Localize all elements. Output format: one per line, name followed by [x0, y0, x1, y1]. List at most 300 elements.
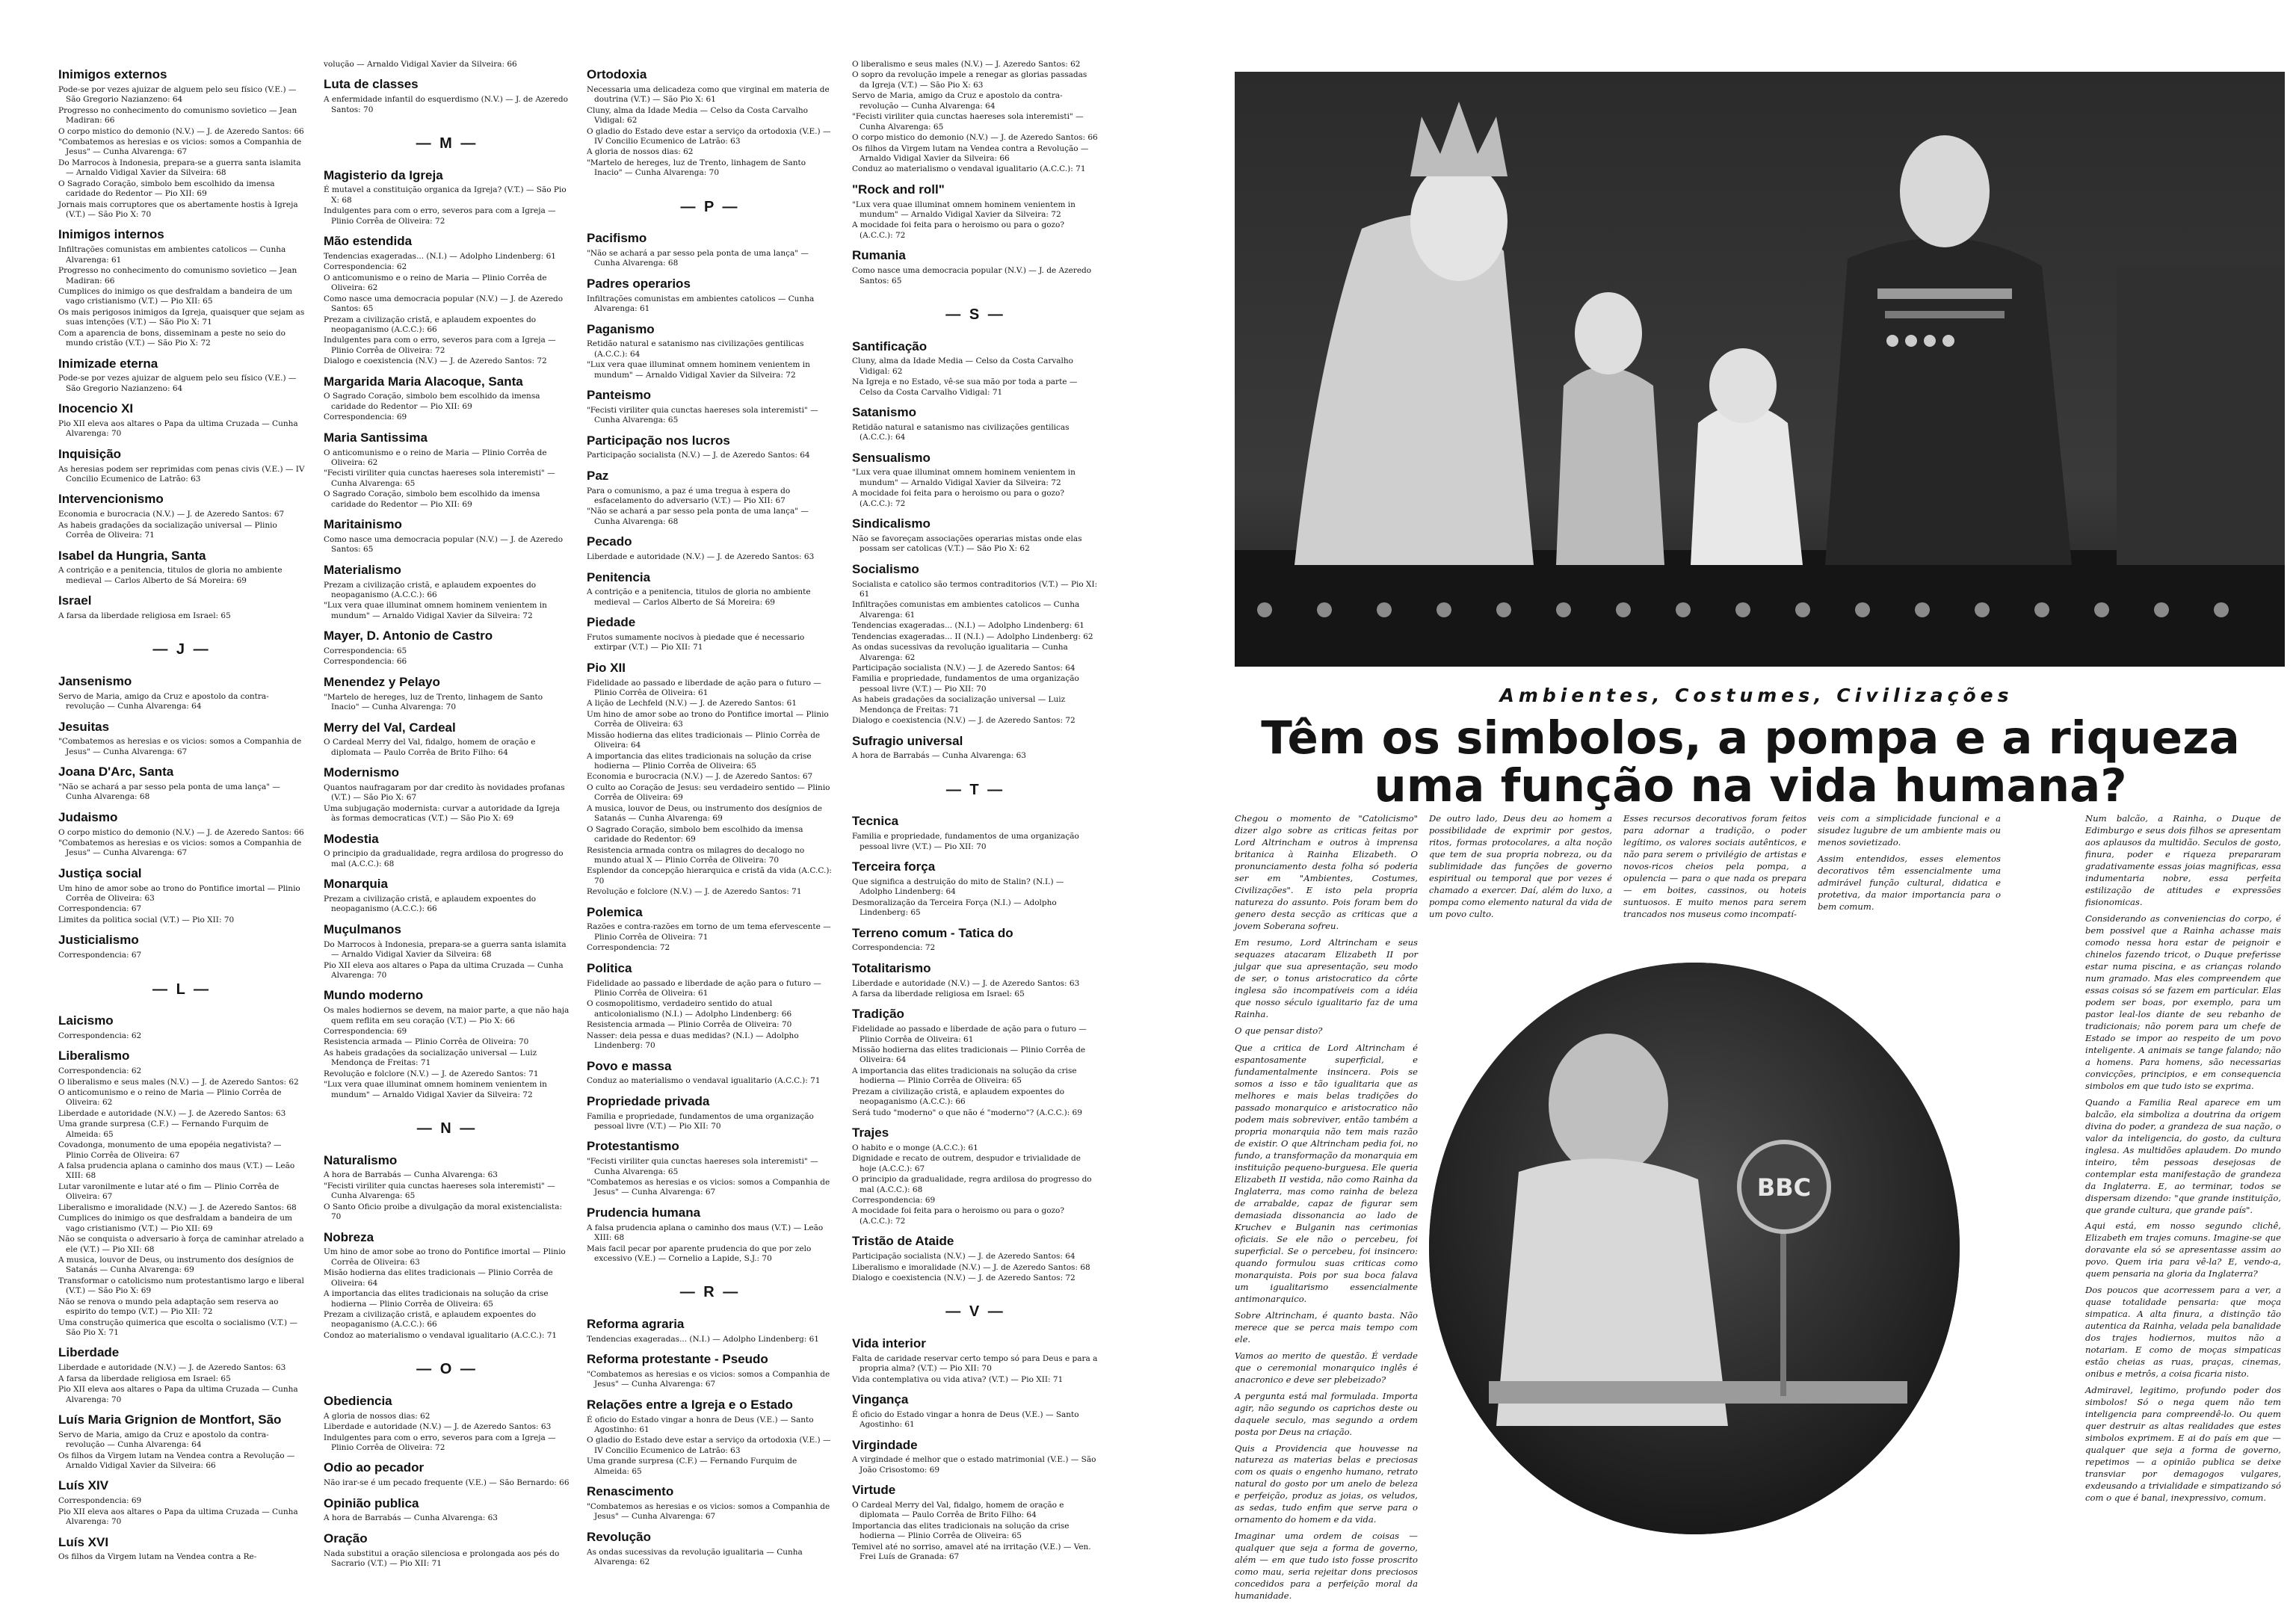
index-heading: Paz — [587, 468, 609, 483]
index-entry: O gladio do Estado deve estar a serviço da ortodoxia (V.E.) — IV Concilio Ecumenico de Latrão: 63 — [587, 1436, 831, 1455]
index-entry: Participação socialista (N.V.) — J. de Azeredo Santos: 64 — [587, 451, 810, 460]
index-entry: Prezam a civilização cristã, e aplaudem expoentes do neopaganismo (A.C.C.): 66 — [852, 1087, 1065, 1107]
index-heading: Reforma protestante - Pseudo — [587, 1352, 768, 1367]
index-entry: O corpo mistico do demonio (N.V.) — J. de Azeredo Santos: 66 — [852, 133, 1098, 143]
index-entry: Jornais mais corruptores que os abertamente hostis à Igreja (V.T.) — São Pio X: 70 — [58, 200, 298, 219]
queen-microphone-illustration — [1429, 963, 1960, 1534]
index-heading: Isabel da Hungria, Santa — [58, 548, 206, 563]
article-paragraph: Chegou o momento de "Catolicismo" dizer algo sobre as criticas feitas por Lord Altrincham e outros à imprensa britanica à Rainha Elizabeth. O pronunciamento desta folha só poderia ser em "Ambientes, Costumes, Civilizações". E isto pela propria natureza do assunto. Pois foram bem do genero desta secção as criticas que a jovem Soberana sofreu. — [1235, 813, 1418, 931]
index-entry: Correspondencia: 65 — [324, 646, 407, 656]
index-entry: O Cardeal Merry del Val, fidalgo, homem de oração e diplomata — Paulo Corrêa de Brito Filho: 64 — [852, 1501, 1064, 1520]
index-entry: Economia e burocracia (N.V.) — J. de Azeredo Santos: 67 — [587, 772, 813, 782]
index-entry: Os filhos da Virgem lutam na Vendea contra a Revolução — Arnaldo Vidigal Xavier da Silveira: 66 — [58, 1451, 295, 1470]
index-entry: Dignidade e recato de outrem, despudor e trivialidade de hoje (A.C.C.): 67 — [852, 1154, 1081, 1173]
index-entry: Participação socialista (N.V.) — J. de Azeredo Santos: 64 — [852, 1252, 1076, 1262]
index-entry: Familia e propriedade, fundamentos de uma organização pessoal livre (V.T.) — Pio XII: 70 — [852, 674, 1079, 694]
index-entry: Liberalismo e imoralidade (N.V.) — J. de Azeredo Santos: 68 — [852, 1262, 1090, 1272]
index-heading: Vingança — [852, 1392, 909, 1407]
index-entry: Tendencias exageradas... (N.I.) — Adolpho Lindenberg: 61 — [587, 1334, 819, 1344]
index-entry: Uma grande surpresa (C.F.) — Fernando Furquim de Almeida: 65 — [58, 1120, 269, 1139]
index-entry: Um hino de amor sobe ao trono do Pontifice imortal — Plinio Corrêa de Oliveira: 63 — [58, 883, 300, 904]
index-entry: "Combatemos as heresias e os vicios: somos a Companhia de Jesus" — Cunha Alvarenga: 67 — [58, 737, 302, 756]
index-heading: Menendez y Pelayo — [324, 674, 440, 689]
index-heading: Odio ao pecador — [324, 1460, 425, 1475]
index-entry: O Cardeal Merry del Val, fidalgo, homem de oração e diplomata — Paulo Corrêa de Brito Filho: 64 — [324, 738, 536, 757]
index-entry: Missão hodierna das elites tradicionais — Plinio Corrêa de Oliveira: 64 — [587, 730, 821, 750]
index-entry: Pio XII eleva aos altares o Papa da ultima Cruzada — Cunha Alvarenga: 70 — [58, 1385, 298, 1404]
index-entry: A farsa da liberdade religiosa em Israel: 65 — [58, 611, 231, 620]
index-heading: Mayer, D. Antonio de Castro — [324, 629, 493, 643]
index-entry: O principio da gradualidade, regra ardilosa do progresso do mal (A.C.C.): 68 — [324, 849, 564, 868]
index-entry: Pio XII eleva aos altares o Papa da ultima Cruzada — Cunha Alvarenga: 70 — [58, 1507, 298, 1527]
index-entry: Servo de Maria, amigo da Cruz e apostolo da contra-revolução — Cunha Alvarenga: 64 — [58, 1430, 269, 1450]
index-entry: Tendencias exageradas... (N.I.) — Adolpho Lindenberg: 61 — [324, 251, 556, 261]
index-entry: Pio XII eleva aos altares o Papa da ultima Cruzada — Cunha Alvarenga: 70 — [324, 960, 564, 980]
index-heading: Opinião publica — [324, 1495, 419, 1510]
index-heading: Maritainismo — [324, 517, 402, 532]
index-entry: "Combatemos as heresias e os vicios: somos a Companhia de Jesus" — Cunha Alvarenga: 67 — [587, 1369, 830, 1389]
index-entry: As ondas sucessivas da revolução igualitaria — Cunha Alvarenga: 62 — [587, 1547, 803, 1566]
index-heading: Merry del Val, Cardeal — [324, 720, 456, 735]
section-title: Ambientes, Costumes, Civilizações — [1499, 685, 2013, 706]
index-entry: Que significa a destruição do mito de Stalin? (N.I.) — Adolpho Lindenberg: 64 — [852, 877, 1064, 897]
index-entry: O Sagrado Coração, simbolo bem escolhido da imensa caridade do Redentor — Pio XII: 69 — [324, 392, 540, 411]
index-entry: "Combatemos as heresias e os vicios: somos a Companhia de Jesus" — Cunha Alvarenga: 67 — [58, 137, 302, 157]
index-heading: Luís XIV — [58, 1478, 109, 1493]
index-entry: Quantos naufragaram por dar credito às novidades profanas (V.T.) — São Pio X: 67 — [324, 782, 565, 803]
index-entry: Liberalismo e imoralidade (N.V.) — J. de Azeredo Santos: 68 — [58, 1202, 297, 1212]
index-entry: O anticomunismo e o reino de Maria — Plinio Corrêa de Oliveira: 62 — [324, 273, 547, 293]
index-entry: Prezam a civilização cristã, e aplaudem expoentes do neopaganismo (A.C.C.): 66 — [324, 580, 537, 599]
index-heading: Protestantismo — [587, 1139, 679, 1154]
index-entry: Economia e burocracia (N.V.) — J. de Azeredo Santos: 67 — [58, 510, 285, 519]
index-letter-divider: — T — — [945, 781, 1005, 798]
index-entry: Para o comunismo, a paz é uma tregua à espera do esfacelamento do adversario (V.T.) — Pio XII: 67 — [587, 486, 791, 506]
index-entry: Indulgentes para com o erro, severos para com a Igreja — Plinio Corrêa de Oliveira: 72 — [324, 336, 556, 355]
index-entry: A musica, louvor de Deus, ou instrumento dos desígnios de Satanás — Cunha Alvarenga: 69 — [587, 803, 823, 824]
index-entry: Fidelidade ao passado e liberdade de ação para o futuro — Plinio Corrêa de Oliveira: 61 — [587, 678, 821, 697]
index-entry: Uma grande surpresa (C.F.) — Fernando Furquim de Almeida: 65 — [587, 1457, 797, 1476]
index-entry: Socialista e catolico são termos contraditorios (V.T.) — Pio XI: 61 — [852, 579, 1098, 599]
index-heading: Inquisição — [58, 446, 122, 461]
article-paragraph: De outro lado, Deus deu ao homem a possibilidade de exprimir por gestos, ritos, formas protocolares, a alta noção que tem de sua propria nobreza, ou da sublimidade das funções de governo espiritual ou temporal que por vezes é chamado a exercer. Daí, além do luxo, a pompa como elemento natural da vida de um povo culto. — [1429, 813, 1612, 919]
index-heading: Luta de classes — [324, 77, 419, 92]
index-heading: Sindicalismo — [852, 516, 931, 531]
index-entry: Vida contemplativa ou vida ativa? (V.T.) — Pio XII: 71 — [852, 1374, 1064, 1384]
index-entry: Progresso no conhecimento do comunismo sovietico — Jean Madiran: 66 — [58, 105, 297, 126]
index-heading: Padres operarios — [587, 276, 691, 291]
index-heading: Paganismo — [587, 321, 655, 336]
article-paragraph: Aqui está, em nosso segundo clichê, Elizabeth em trajes comuns. Imagine-se que doravante ela só se apresentasse assim ao povo. Quem iria para vê-la? E, vendo-a, quem pensaria na gloria da Inglaterra? — [2085, 1220, 2281, 1279]
index-heading: Liberalismo — [58, 1049, 130, 1063]
index-heading: Joana D'Arc, Santa — [58, 765, 174, 779]
index-entry: Prezam a civilização cristã, e aplaudem expoentes do neopaganismo (A.C.C.): 66 — [324, 895, 537, 914]
index-entry: As habeis gradações da socialização universal — Luiz Mendonça de Freitas: 71 — [324, 1048, 537, 1068]
index-entry: "Fecisti viriliter quia cunctas haereses sola interemisti" — Cunha Alvarenga: 65 — [587, 405, 818, 425]
index-heading: Renascimento — [587, 1484, 674, 1499]
index-entry: Correspondencia: 62 — [58, 1066, 142, 1076]
index-heading: Naturalismo — [324, 1152, 398, 1167]
index-entry: Os mais perigosos inimigos da Igreja, quaisquer que sejam as suas intenções (V.T.) — São Pio X: 71 — [58, 307, 305, 327]
index-entry: A hora de Barrabás — Cunha Alvarenga: 63 — [324, 1513, 498, 1523]
index-entry: Servo de Maria, amigo da Cruz e apostolo da contra-revolução — Cunha Alvarenga: 64 — [852, 91, 1063, 111]
index-entry: Tendencias exageradas... (N.I.) — Adolpho Lindenberg: 61 — [852, 621, 1084, 631]
article-paragraph: O que pensar disto? — [1235, 1025, 1323, 1036]
index-heading: Oração — [324, 1531, 368, 1546]
index-entry: "Combatemos as heresias e os vicios: somos a Companhia de Jesus" — Cunha Alvarenga: 67 — [587, 1178, 830, 1197]
index-entry: Correspondencia: 67 — [58, 951, 142, 960]
index-entry: Indulgentes para com o erro, severos para com a Igreja — Plinio Corrêa de Oliveira: 72 — [324, 206, 556, 226]
article-paragraph: Dos poucos que acorressem para a ver, a quase totalidade pensaria: que moça simpatica. A alta finura, a distinção tão autentica da Rainha, velada pela banalidade dos trajes hodiernos, muitos não a notariam. E como de moças simpaticas estão cheias as ruas, praças, cinemas, onibus e metrôs, a coisa ficaria nisto. — [2085, 1285, 2281, 1380]
index-heading: Ortodoxia — [587, 67, 647, 81]
index-entry: O anticomunismo e o reino de Maria — Plinio Corrêa de Oliveira: 62 — [324, 448, 547, 467]
index-entry: "Fecisti viriliter quia cunctas haereses sola interemisti" — Cunha Alvarenga: 65 — [587, 1157, 818, 1176]
index-entry: O liberalismo e seus males (N.V.) — J. Azeredo Santos: 62 — [852, 60, 1081, 69]
index-entry: "Combatemos as heresias e os vicios: somos a Companhia de Jesus" — Cunha Alvarenga: 67 — [587, 1501, 830, 1522]
article-paragraph: Num balcão, a Rainha, o Duque de Edimburgo e seus dois filhos se apresentam aos aplausos da multidão. Seculos de gosto, finura, poder e riqueza prepararam gradativamente essas joias magnificas, essa indumentaria nobre, essa perfeita estilização de atitudes e expressões fisionomicas. — [2085, 813, 2281, 907]
index-heading: Inimigos externos — [58, 67, 167, 81]
index-entry: Conduz ao materialismo o vendaval igualitario (A.C.C.): 71 — [852, 164, 1086, 174]
index-entry: O Santo Oficio proibe a divulgação da moral existencialista: 70 — [324, 1202, 563, 1222]
index-heading: Jansenismo — [58, 673, 132, 688]
index-entry: O Sagrado Coração, simbolo bem escolhido da imensa caridade do Redentor — Pio XII: 69 — [324, 490, 540, 509]
index-heading: Virtude — [852, 1483, 896, 1498]
index-heading: Obediencia — [324, 1393, 392, 1408]
index-entry: A importancia das elites tradicionais na solução da crise hodierna — Plinio Corrêa de Oliveira: 65 — [587, 751, 812, 771]
index-entry: A mocidade foi feita para o heroismo ou para o gozo? (A.C.C.): 72 — [852, 489, 1065, 508]
index-entry: O cosmopolitismo, verdadeiro sentido do atual anticolonialismo (N.I.) — Adolpho Lindenberg: 66 — [587, 999, 792, 1019]
index-heading: Trajes — [852, 1126, 889, 1140]
index-heading: Satanismo — [852, 405, 916, 420]
index-entry: "Não se achará a par sesso pela ponta de uma lança" — Cunha Alvarenga: 68 — [587, 507, 809, 526]
index-entry: "Não se achará a par sesso pela ponta de uma lança" — Cunha Alvarenga: 68 — [587, 249, 809, 268]
article-paragraph: Assim entendidos, esses elementos decorativos têm essencialmente uma admirável função cultural, didatica e protetiva, da maior importancia para o bem comum. — [1818, 853, 2001, 912]
index-entry: É oficio do Estado vingar a honra de Deus (V.E.) — Santo Agostinho: 61 — [852, 1410, 1079, 1430]
royal-family-photo — [1235, 72, 2285, 667]
index-letter-divider: — V — — [945, 1303, 1005, 1321]
index-entry: O sopro da revolução impele a renegar as glorias passadas da Igreja (V.T.) — São Pio X: 63 — [852, 70, 1087, 90]
article-paragraph: Esses recursos decorativos foram feitos para adornar a tradição, o poder legítimo, os valores sociais autênticos, e não para serem o privilégio de artistas e novos-ricos cheios pela pompa, a opulencia — para o que nada os prepara — em boites, cassinos, ou hoteis suntuosos. E muito menos para serem trancados nos museus como incompatí- — [1623, 813, 1806, 919]
index-heading: Mundo moderno — [324, 988, 424, 1003]
index-entry: Conduz ao materialismo o vendaval igualitario (A.C.C.): 71 — [587, 1076, 821, 1086]
index-entry: Liberdade e autoridade (N.V.) — J. de Azeredo Santos: 63 — [852, 978, 1080, 988]
index-column-3 — [587, 60, 833, 1568]
index-letter-divider: — J — — [152, 641, 211, 658]
index-entry: A hora de Barrabás — Cunha Alvarenga: 63 — [852, 751, 1026, 761]
index-entry: O anticomunismo e o reino de Maria — Plinio Corrêa de Oliveira: 62 — [58, 1087, 282, 1108]
index-entry: O corpo mistico do demonio (N.V.) — J. de Azeredo Santos: 66 — [58, 827, 304, 837]
index-entry: Temivel até no sorriso, amavel até na irritação (V.E.) — Ven. Frei Luís de Granada: 67 — [852, 1542, 1091, 1562]
index-entry: Tendencias exageradas... II (N.I.) — Adolpho Lindenberg: 62 — [852, 632, 1093, 641]
index-heading: Justiça social — [58, 865, 142, 880]
index-heading: "Rock and roll" — [852, 182, 945, 197]
index-entry: Dialogo e coexistencia (N.V.) — J. de Azeredo Santos: 72 — [324, 356, 547, 366]
index-heading: Totalitarismo — [852, 960, 931, 975]
index-entry: Fidelidade ao passado e liberdade de ação para o futuro — Plinio Corrêa de Oliveira: 61 — [587, 978, 821, 998]
index-entry: "Lux vera quae illuminat omnem hominem venientem in mundum" — Arnaldo Vidigal Xavier da Silveira: 72 — [852, 468, 1076, 487]
index-entry: Progresso no conhecimento do comunismo sovietico — Jean Madiran: 66 — [58, 266, 297, 285]
article-column-4 — [1818, 813, 2001, 918]
index-entry: Correspondencia: 72 — [852, 943, 936, 953]
index-heading: Maria Santissima — [324, 430, 428, 445]
index-entry: Servo de Maria, amigo da Cruz e apostolo da contra-revolução — Cunha Alvarenga: 64 — [58, 691, 269, 711]
index-entry: "Fecisti viriliter quia cunctas haereses sola interemisti" — Cunha Alvarenga: 65 — [852, 112, 1084, 132]
article-column-3 — [1623, 813, 1806, 925]
index-entry: Nada substitui a oração silenciosa e prolongada aos pés do Sacrario (V.T.) — Pio XII: 71 — [324, 1549, 560, 1568]
article-headline: Têm os simbolos, a pompa e a riqueza uma função na vida humana? — [1261, 711, 2240, 813]
index-entry: O principio da gradualidade, regra ardilosa do progresso do mal (A.C.C.): 68 — [852, 1175, 1092, 1194]
index-heading: Vida interior — [852, 1336, 926, 1350]
article-paragraph: Vamos ao merito de questão. É verdade que o ceremonial monarquico inglês é anacronico e deve ser plebeizado? — [1235, 1350, 1418, 1385]
index-entry: Prezam a civilização cristã, e aplaudem expoentes do neopaganismo (A.C.C.): 66 — [324, 1310, 537, 1330]
index-entry: Liberdade e autoridade (N.V.) — J. de Azeredo Santos: 63 — [58, 1363, 286, 1373]
index-entry: A hora de Barrabás — Cunha Alvarenga: 63 — [324, 1170, 498, 1180]
index-entry: Familia e propriedade, fundamentos de uma organização pessoal livre (V.T.) — Pio XII: 70 — [852, 832, 1079, 851]
index-entry: Resistencia armada contra os milagres do decalogo no mundo atual X — Plinio Corrêa de Oliveira: 70 — [587, 845, 805, 865]
index-heading: Penitencia — [587, 569, 651, 584]
index-entry: A falsa prudencia aplana o caminho dos maus (V.T.) — Leão XIII: 68 — [587, 1223, 824, 1243]
index-letter-divider: — L — — [152, 981, 211, 998]
desk — [1489, 1381, 1907, 1404]
index-entry: Covadonga, monumento de uma epopéia negativista? — Plinio Corrêa de Oliveira: 67 — [58, 1140, 282, 1160]
index-entry: É oficio do Estado vingar a honra de Deus (V.E.) — Santo Agostinho: 61 — [587, 1415, 814, 1434]
index-entry: Os filhos da Virgem lutam na Vendea contra a Revolução — Arnaldo Vidigal Xavier da Silveira: 66 — [852, 143, 1089, 163]
index-entry: Um hino de amor sobe ao trono do Pontifice imortal — Plinio Corrêa de Oliveira: 63 — [324, 1247, 566, 1267]
index-entry: "Lux vera quae illuminat omnem hominem venientem in mundum" — Arnaldo Vidigal Xavier da Silveira: 72 — [852, 200, 1076, 219]
index-entry: Liberdade e autoridade (N.V.) — J. de Azeredo Santos: 63 — [58, 1108, 286, 1118]
index-entry: "Martelo de hereges, luz de Trento, linhagem de Santo Inacio" — Cunha Alvarenga: 70 — [587, 158, 806, 178]
index-entry: Infiltrações comunistas em ambientes catolicos — Cunha Alvarenga: 61 — [587, 294, 815, 314]
index-entry: A importancia das elites tradicionais na solução da crise hodierna — Plinio Corrêa de Oliveira: 65 — [852, 1066, 1077, 1086]
index-heading: Luís XVI — [58, 1534, 109, 1549]
index-entry: Nasser: deia pessa e duas medidas? (N.I.) — Adolpho Lindenberg: 70 — [587, 1031, 799, 1051]
index-entry: Revolução e folclore (N.V.) — J. de Azeredo Santos: 71 — [324, 1069, 539, 1078]
index-entry: Retidão natural e satanismo nas civilizações gentilicas (A.C.C.): 64 — [587, 339, 804, 359]
index-heading: Terceira força — [852, 859, 936, 874]
index-entry: As habeis gradações da socialização universal — Plinio Corrêa de Oliveira: 71 — [58, 520, 277, 540]
index-heading: Tristão de Ataide — [852, 1234, 954, 1249]
article-paragraph: Em resumo, Lord Altrincham e seus sequazes atacaram Elizabeth II por julgar que sua apresentação, seu modo de ser, o tonus aristocratico da côrte inglesa são incompatíveis com a idéia que nosso século igualitario faz de uma Rainha. — [1235, 936, 1418, 1019]
index-entry: Dialogo e coexistencia (N.V.) — J. de Azeredo Santos: 72 — [852, 716, 1076, 726]
index-entry: Correspondencia: 69 — [324, 413, 407, 422]
index-entry: O culto ao Coração de Jesus: seu verdadeiro sentido — Plinio Corrêa de Oliveira: 69 — [587, 782, 830, 803]
index-heading: Monarquia — [324, 877, 388, 892]
index-entry: Desmoralização da Terceira Força (N.I.) — Adolpho Lindenberg: 65 — [852, 898, 1057, 918]
index-entry: Correspondencia: 69 — [324, 1027, 407, 1037]
index-entry: Pode-se por vezes ajuizar de alguem pelo seu físico (V.E.) — São Gregorio Nazianzeno: 64 — [58, 84, 297, 105]
index-entry: O gladio do Estado deve estar a serviço da ortodoxia (V.E.) — IV Concilio Ecumenico de Latrão: 63 — [587, 126, 831, 146]
index-entry: "Não se achará a par sesso pela ponta de uma lança" — Cunha Alvarenga: 68 — [58, 782, 280, 802]
index-entry: Falta de caridade reservar certo tempo só para Deus e para a propria alma? (V.T.) — Pio XII: 70 — [852, 1353, 1098, 1374]
index-entry: O habito e o monge (A.C.C.): 61 — [852, 1143, 978, 1152]
index-entry: Pode-se por vezes ajuizar de alguem pelo seu físico (V.E.) — São Gregorio Nazianzeno: 64 — [58, 374, 297, 393]
index-heading: Revolução — [587, 1529, 651, 1544]
index-heading: Socialismo — [852, 561, 919, 576]
index-entry: volução — Arnaldo Vidigal Xavier da Silveira: 66 — [324, 60, 517, 69]
article-paragraph: A pergunta está mal formulada. Importa agir, não segundo os caprichos deste ou daquele seculo, mas segundo a ordem posta por Deus na criação. — [1235, 1390, 1418, 1437]
index-heading: Polemica — [587, 904, 643, 919]
index-heading: Margarida Maria Alacoque, Santa — [324, 374, 523, 389]
article-column-1 — [1235, 813, 1418, 1042]
index-entry: Retidão natural e satanismo nas civilizações gentilicas (A.C.C.): 64 — [852, 422, 1070, 442]
index-entry: Não irar-se é um pecado frequente (V.E.) — São Bernardo: 66 — [324, 1478, 570, 1488]
index-entry: O Sagrado Coração, simbolo bem escolhido da imensa caridade do Redentor — Pio XII: 69 — [58, 179, 275, 199]
index-heading: Prudencia humana — [587, 1205, 701, 1220]
index-entry: Os males hodiernos se devem, na maior parte, a que não haja quem reflita em seu coração (V.T.) — Pio X: 66 — [324, 1006, 570, 1025]
article-column-b — [2085, 813, 2281, 1509]
index-entry: Razões e contra-razões em torno de um tema efervescente — Plinio Corrêa de Oliveira: 71 — [587, 922, 831, 942]
index-entry: Não se conquista o adversario à força de caminhar atrelado a ele (V.T.) — Pio XII: 68 — [58, 1235, 304, 1254]
index-entry: Revolução e folclore (N.V.) — J. de Azeredo Santos: 71 — [587, 887, 802, 897]
index-heading: Sufragio universal — [852, 733, 963, 748]
index-heading: Modernismo — [324, 765, 400, 780]
index-entry: Necessaria uma delicadeza como que virginal em materia de doutrina (V.T.) — São Pio X: 61 — [587, 84, 830, 105]
index-entry: Não se favoreçam associações operarias mistas onde elas possam ser catolicas (V.T.) — São Pio X: 62 — [852, 534, 1082, 554]
index-entry: "Lux vera quae illuminat omnem hominem venientem in mundum" — Arnaldo Vidigal Xavier da Silveira: 72 — [324, 1080, 547, 1099]
article-column-2 — [1429, 813, 1612, 925]
index-entry: Liberdade e autoridade (N.V.) — J. de Azeredo Santos: 63 — [587, 552, 815, 562]
index-entry: "Combatemos as heresias e os vicios: somos a Companhia de Jesus" — Cunha Alvarenga: 67 — [58, 838, 302, 858]
index-heading: Piedade — [587, 615, 636, 630]
index-heading: Modestia — [324, 831, 379, 846]
index-heading: Justicialismo — [58, 933, 139, 948]
index-heading: Judaismo — [58, 809, 118, 824]
duke-figure — [1825, 238, 2072, 565]
queen-microphone-photo — [1429, 963, 1960, 1534]
index-entry: É mutavel a constituição organica da Igreja? (V.T.) — São Pio X: 68 — [324, 185, 567, 205]
index-entry: Na Igreja e no Estado, vê-se sua mão por toda a parte — Celso da Costa Carvalho Vidigal: 71 — [852, 377, 1078, 397]
index-heading: Nobreza — [324, 1229, 374, 1244]
index-entry: A contrição e a penitencia, titulos de gloria no ambiente medieval — Carlos Alberto de Sá Moreira: 69 — [58, 566, 283, 585]
index-entry: Participação socialista (N.V.) — J. de Azeredo Santos: 64 — [852, 664, 1076, 673]
index-entry: Transformar o catolicismo num protestantismo largo e liberal (V.T.) — São Pio X: 69 — [58, 1276, 304, 1296]
article-paragraph: Sobre Altrincham, é quanto basta. Não merece que se perca mais tempo com ele. — [1235, 1309, 1418, 1344]
index-entry: Lutar varonilmente e lutar até o fim — Plinio Corrêa de Oliveira: 67 — [58, 1182, 280, 1202]
index-entry: A importancia das elites tradicionais na solução da crise hodierna — Plinio Corrêa de Oliveira: 65 — [324, 1289, 549, 1309]
index-entry: Uma construção quimerica que escolta o socialismo (V.T.) — São Pio X: 71 — [58, 1318, 297, 1337]
index-entry: Condoz ao materialismo o vendaval igualitario (A.C.C.): 71 — [324, 1330, 558, 1340]
index-entry: A virgindade é melhor que o estado matrimonial (V.E.) — São João Crisostomo: 69 — [852, 1455, 1096, 1475]
index-entry: Frutos sumamente nocivos à piedade que é necessario extirpar (V.T.) — Pio XII: 71 — [587, 632, 805, 652]
index-letter-divider: — M — — [416, 135, 478, 152]
index-entry: Misão hodierna das elites tradicionais — Plinio Corrêa de Oliveira: 64 — [324, 1268, 553, 1288]
index-heading: Israel — [58, 593, 92, 608]
index-letter-divider: — R — — [679, 1284, 741, 1301]
index-entry: Esplendor da concepção hierarquica e cristã da vida (A.C.C.): 70 — [587, 866, 832, 886]
index-entry: Como nasce uma democracia popular (N.V.) — J. de Azeredo Santos: 65 — [324, 294, 564, 314]
index-entry: A enfermidade infantil do esquerdismo (N.V.) — J. de Azeredo Santos: 70 — [324, 95, 568, 114]
index-entry: Dialogo e coexistencia (N.V.) — J. de Azeredo Santos: 72 — [852, 1273, 1076, 1282]
index-heading: Materialismo — [324, 562, 401, 577]
index-heading: Virgindade — [852, 1437, 918, 1452]
index-entry: Liberdade e autoridade (N.V.) — J. de Azeredo Santos: 63 — [324, 1422, 552, 1432]
index-entry: Do Marrocos à Indonesia, prepara-se a guerra santa islamita — Arnaldo Vidigal Xavier da Silveira: 68 — [324, 939, 567, 960]
index-entry: Importancia das elites tradicionais na solução da crise hodierna — Plinio Corrêa de Oliveira: 65 — [852, 1521, 1070, 1541]
index-entry: Não se renova o mundo pela adaptação sem reserva ao espirito do tempo (V.T.) — Pio XII: 72 — [58, 1297, 279, 1317]
index-heading: Pecado — [587, 534, 632, 549]
index-entry: Correspondencia: 66 — [324, 657, 407, 667]
index-heading: Inimizade eterna — [58, 356, 158, 371]
article-column-a — [1235, 1043, 1418, 1607]
index-heading: Mão estendida — [324, 234, 413, 249]
index-entry: A contrição e a penitencia, titulos de gloria no ambiente medieval — Carlos Alberto de Sá Moreira: 69 — [587, 587, 811, 607]
index-entry: O corpo mistico do demonio (N.V.) — J. de Azeredo Santos: 66 — [58, 126, 304, 136]
index-entry: "Fecisti viriliter quia cunctas haereses sola interemisti" — Cunha Alvarenga: 65 — [324, 1181, 555, 1201]
index-heading: Relações entre a Igreja e o Estado — [587, 1397, 793, 1412]
index-heading: Politica — [587, 960, 632, 975]
index-heading: Inimigos internos — [58, 227, 164, 242]
index-heading: Sensualismo — [852, 450, 931, 465]
index-heading: Magisterio da Igreja — [324, 167, 443, 182]
index-entry: A lição de Lechfeld (N.V.) — J. de Azeredo Santos: 61 — [587, 699, 797, 708]
index-entry: Correspondencia: 72 — [587, 943, 670, 953]
index-entry: Correspondencia: 62 — [324, 262, 407, 272]
index-entry: Cumplices do inimigo os que desfraldam a bandeira de um vago cristianismo (V.T.) — Pio XII: 65 — [58, 286, 293, 306]
index-entry: A mocidade foi feita para o heroismo ou para o gozo? (A.C.C.): 72 — [852, 1206, 1065, 1226]
index-entry: As heresias podem ser reprimidas com penas civis (V.E.) — IV Concilio Ecumenico de Latrão: 63 — [58, 464, 305, 484]
index-entry: Infiltrações comunistas em ambientes catolicos — Cunha Alvarenga: 61 — [58, 245, 286, 265]
royal-family-illustration — [1235, 72, 2285, 667]
index-entry: Cumplices do inimigo os que desfraldam a bandeira de um vago cristianismo (V.T.) — Pio XII: 69 — [58, 1214, 293, 1233]
index-entry: Missão hodierna das elites tradicionais — Plinio Corrêa de Oliveira: 64 — [852, 1046, 1086, 1065]
index-entry: A gloria de nossos dias: 62 — [324, 1411, 430, 1421]
index-entry: Prezam a civilização cristã, e aplaudem expoentes do neopaganismo (A.C.C.): 66 — [324, 315, 537, 334]
article-paragraph: Quando a Familia Real aparece em um balcão, ela simboliza a doutrina da origem divina do poder, a grandeza de sua nação, o valor da inteligencia, do gosto, da cultura inglesa. As multidões aplaudem. Do mundo inteiro, têm pessoas desejosas de contemplar esta manifestação de grandeza da Inglaterra. E, ao terminar, todos se dispersam dizendo: "que grande instituição, que grande cultura, que grande país". — [2085, 1096, 2281, 1215]
bbc-label: BBC — [1756, 1173, 1812, 1202]
index-entry: Cluny, alma da Idade Media — Celso da Costa Carvalho Vidigal: 62 — [587, 105, 808, 126]
index-entry: Resistencia armada — Plinio Corrêa de Oliveira: 70 — [587, 1020, 792, 1030]
index-heading: Pio XII — [587, 660, 626, 675]
index-entry: A farsa da liberdade religiosa em Israel: 65 — [58, 1374, 231, 1383]
index-entry: Do Marrocos à Indonesia, prepara-se a guerra santa islamita — Arnaldo Vidigal Xavier da Silveira: 68 — [58, 158, 301, 178]
index-entry: Cluny, alma da Idade Media — Celso da Costa Carvalho Vidigal: 62 — [852, 356, 1073, 376]
index-heading: Luís Maria Grignion de Montfort, São — [58, 1412, 282, 1427]
index-heading: Inocencio XI — [58, 401, 134, 416]
index-entry: Resistencia armada — Plinio Corrêa de Oliveira: 70 — [324, 1037, 529, 1047]
index-entry: Correspondencia: 69 — [58, 1496, 142, 1506]
index-heading: Liberdade — [58, 1345, 120, 1360]
index-entry: Limites da politica social (V.T.) — Pio XII: 70 — [58, 915, 235, 924]
index-entry: "Fecisti viriliter quia cunctas haereses sola interemisti" — Cunha Alvarenga: 65 — [324, 469, 555, 488]
index-heading: Terreno comum - Tatica do — [852, 925, 1013, 940]
index-heading: Reforma agraria — [587, 1317, 685, 1331]
index-entry: "Lux vera quae illuminat omnem hominem venientem in mundum" — Arnaldo Vidigal Xavier da Silveira: 72 — [587, 360, 810, 380]
index-entry: Será tudo "moderno" o que não é "moderno"? (A.C.C.): 69 — [852, 1108, 1082, 1117]
index-entry: "Lux vera quae illuminat omnem hominem venientem in mundum" — Arnaldo Vidigal Xavier da Silveira: 72 — [324, 601, 547, 620]
index-entry: A falsa prudencia aplana o caminho dos maus (V.T.) — Leão XIII: 68 — [58, 1161, 295, 1181]
index-entry: A mocidade foi feita para o heroismo ou para o gozo? (A.C.C.): 72 — [852, 220, 1065, 240]
index-entry: Mais facil pecar por aparente prudencia do que por zelo excessivo (V.E.) — Cornelio a Lapide, S.J.: 70 — [587, 1244, 812, 1263]
index-entry: O liberalismo e seus males (N.V.) — J. de Azeredo Santos: 62 — [58, 1077, 299, 1087]
index-entry: As habeis gradações da socialização universal — Luiz Mendonça de Freitas: 71 — [852, 695, 1066, 714]
article-paragraph: Quis a Providencia que houvesse na natureza as materias belas e preciosas com os quais o engenho humano, retrato natural do gosto por um anelo de beleza e perfeição, produz as joias, os veludos, as sedas, tudo enfim que serve para o ornamento do homem e da vida. — [1235, 1442, 1418, 1525]
article-paragraph: Que a critica de Lord Altrincham é espantosamente superficial, e fundamentalmente insincera. Pois se somos a isso e tão igualitaria que as melhores e mais belas tradições do passado monarquico e aristocratico não podem mais sobreviver, então também a propria monarquia não tem mais razão de existir. O que Altrincham pedia foi, no fundo, a transformação da monarquia em instituição pequeno-burguesa. Ele queria Elizabeth II vestida, não como Rainha da Inglaterra, mas como rainha de beleza de arrabalde, capaz de figurar sem demasiada dissonancia ao lado de Kruchev e Bulganin nas cerimonias oficiais. Se ele não o percebeu, foi superficial. Se o percebeu, foi insincero: quando formulou suas criticas como monarquista. Pois por sua boca falava um igualitarismo essencialmente antimonarquico. — [1235, 1043, 1418, 1304]
index-entry: O Sagrado Coração, simbolo bem escolhido da imensa caridade do Redentor: 69 — [587, 824, 803, 845]
index-entry: Com a aparencia de bons, disseminam a peste no seio do mundo cristão (V.T.) — São Pio X: 72 — [58, 328, 286, 348]
index-column-2 — [324, 60, 570, 1569]
index-letter-divider: — S — — [945, 306, 1005, 323]
index-heading: Propriedade privada — [587, 1093, 710, 1108]
article-paragraph: Imaginar uma ordem de coisas — qualquer que seja a forma de governo, além — em que tudo isto fosse proscrito como mau, seria rejeitar dons preciosos concedidos para a perfeição moral da humanidade. — [1235, 1531, 1418, 1602]
index-entry: Correspondencia: 67 — [58, 904, 142, 914]
index-entry: Familia e propriedade, fundamentos de uma organização pessoal livre (V.T.) — Pio XII: 70 — [587, 1111, 814, 1131]
index-entry: Infiltrações comunistas em ambientes catolicos — Cunha Alvarenga: 61 — [852, 600, 1080, 620]
index-letter-divider: — O — — [416, 1361, 478, 1378]
index-heading: Participação nos lucros — [587, 433, 730, 448]
index-entry: Fidelidade ao passado e liberdade de ação para o futuro — Plinio Corrêa de Oliveira: 61 — [852, 1025, 1087, 1044]
index-heading: Jesuitas — [58, 719, 110, 734]
index-heading: Tradição — [852, 1007, 904, 1022]
